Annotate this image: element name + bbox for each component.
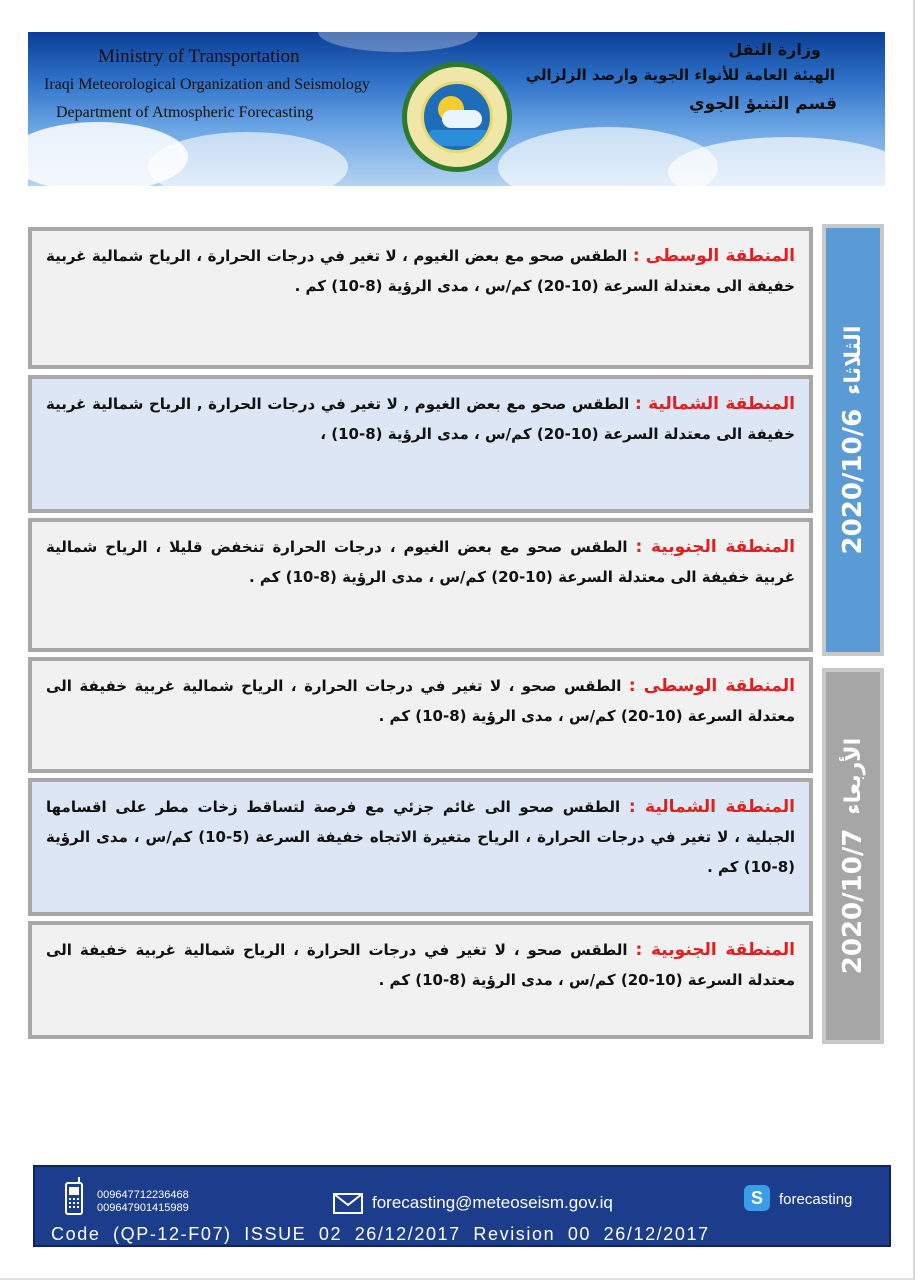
forecast-text: الطقس صحو مع بعض الغيوم , لا تغير في درجات الحرارة , الرياح شمالية غربية خفيفة الى معتدلة السرعة (10-20) كم/س ، مدى الرؤية (8-10) ، [46, 395, 795, 443]
email-link[interactable]: forecasting@meteoseism.gov.iq [372, 1193, 613, 1212]
forecast-text: الطقس صحو مع بعض الغيوم ، درجات الحرارة تنخفض قليلا ، الرياح شمالية غربية خفيفة الى معتدلة السرعة (10-20) كم/س ، مدى الرؤية (8-10) كم . [46, 538, 795, 586]
region-name: المنطقة الجنوبية : [635, 940, 795, 960]
footer-bar [33, 1165, 891, 1247]
department-name-ar: قسم التنبؤ الجوي [689, 94, 837, 114]
banner-cloud [668, 137, 885, 186]
organization-seal-icon [402, 62, 512, 172]
mail-icon [333, 1193, 363, 1214]
forecast-box-day1-south [28, 518, 813, 652]
forecast-box-day2-south [28, 921, 813, 1039]
forecast-box-day1-central [28, 227, 813, 369]
forecast-box-day2-central [28, 657, 813, 773]
date-bar-day1 [822, 224, 884, 656]
forecast-box-day2-north [28, 778, 813, 916]
phone-number: 009647901415989 [97, 1202, 189, 1214]
organization-name-en: Iraqi Meteorological Organization and Seismology [44, 76, 370, 93]
skype-icon: S [744, 1185, 770, 1211]
forecast-text: الطقس صحو ، لا تغير في درجات الحرارة ، الرياح شمالية غربية خفيفة الى معتدلة السرعة (10-20) كم/س ، مدى الرؤية (8-10) كم . [46, 941, 795, 989]
phone-numbers [97, 1189, 189, 1215]
date-bar-day2 [822, 668, 884, 1044]
organization-name-ar: الهيئة العامة للأنواء الجوية وارصد الزلزالي [525, 66, 835, 84]
day-name-label: الثلاثاء [840, 325, 866, 395]
ministry-name-en: Ministry of Transportation [98, 46, 300, 67]
forecast-text: الطقس صحو الى غائم جزئي مع فرصة لتساقط زخات مطر على اقسامها الجبلية ، لا تغير في درجات الحرارة ، الرياح متغيرة الاتجاه خفيفة السرعة (5-10) كم/س ، مدى الرؤية (8-10) كم . [46, 798, 795, 876]
region-name: المنطقة الشمالية : [628, 797, 796, 817]
region-name: المنطقة الجنوبية : [635, 537, 795, 557]
date-label: 2020/10/7 [838, 828, 868, 975]
forecast-text: الطقس صحو ، لا تغير في درجات الحرارة ، الرياح شمالية غربية خفيفة الى معتدلة السرعة (10-20) كم/س ، مدى الرؤية (8-10) كم . [46, 677, 795, 725]
forecast-text: الطقس صحو مع بعض الغيوم ، لا تغير في درجات الحرارة ، الرياح شمالية غربية خفيفة الى معتدلة السرعة (10-20) كم/س ، مدى الرؤية (8-10) كم . [46, 247, 795, 295]
document-code: Code (QP-12-F07) ISSUE 02 26/12/2017 Revision 00 26/12/2017 [51, 1224, 710, 1244]
banner-cloud [318, 32, 478, 52]
region-name: المنطقة الوسطى : [628, 676, 795, 696]
date-label: 2020/10/6 [838, 408, 868, 555]
department-name-en: Department of Atmospheric Forecasting [56, 104, 314, 121]
skype-handle[interactable]: forecasting [779, 1191, 853, 1208]
phone-number: 009647712236468 [97, 1189, 189, 1201]
day-name-label: الأربعاء [840, 737, 866, 815]
region-name: المنطقة الوسطى : [632, 246, 795, 266]
ministry-name-ar: وزارة النقل [728, 40, 821, 59]
phone-icon [65, 1177, 83, 1215]
region-name: المنطقة الشمالية : [634, 394, 795, 414]
header-banner [28, 32, 885, 186]
forecast-box-day1-north [28, 375, 813, 513]
